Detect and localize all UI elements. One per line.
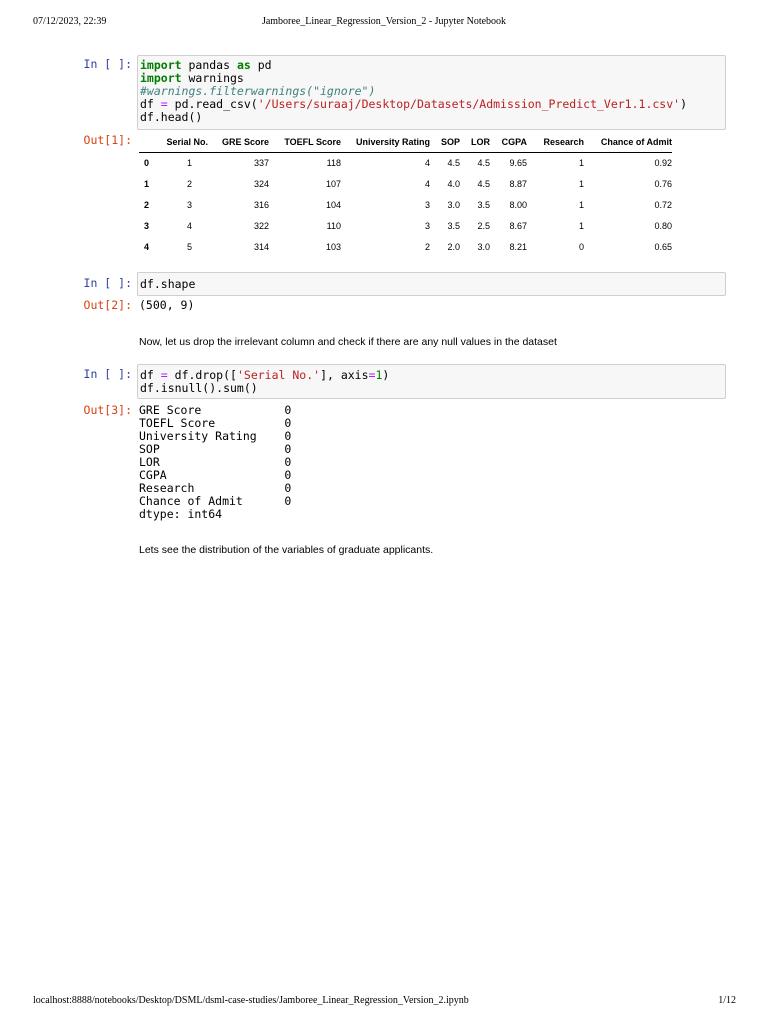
cell-output: (500, 9) <box>139 298 195 312</box>
table-cell: 2.0 <box>447 241 460 252</box>
table-cell: 3 <box>186 199 192 210</box>
table-row <box>139 174 672 195</box>
table-cell: 118 <box>326 158 341 169</box>
print-footer-page: 1/12 <box>718 995 736 1006</box>
table-cell: 2.5 <box>477 220 490 231</box>
dataframe-table <box>139 135 672 257</box>
column-header: SOP <box>430 135 460 153</box>
table-cell: 103 <box>325 241 341 252</box>
code-line: #warnings.filterwarnings("ignore") <box>140 84 376 98</box>
code-line: import pandas as pd <box>140 58 272 72</box>
column-header: Research <box>527 135 584 153</box>
table-cell: 5 <box>186 241 192 252</box>
table-cell: 0.80 <box>654 220 672 231</box>
table-cell: 0.76 <box>654 179 672 190</box>
table-cell: 1 <box>578 199 584 210</box>
table-cell: 3.5 <box>447 220 460 231</box>
table-cell: 1 <box>578 179 584 190</box>
table-cell: 1 <box>578 220 584 231</box>
code-line: df.shape <box>140 277 196 291</box>
table-row <box>139 215 672 236</box>
code-editor[interactable] <box>137 272 726 296</box>
table-cell: 2 <box>186 179 192 190</box>
table-cell: 8.00 <box>509 199 527 210</box>
table-cell: 1 <box>186 158 192 169</box>
column-header: GRE Score <box>208 135 269 153</box>
out-prompt: Out[3]: <box>83 403 132 417</box>
table-cell: 3.5 <box>477 199 490 210</box>
table-cell: 4.5 <box>477 179 490 190</box>
row-index: 2 <box>144 199 150 210</box>
code-editor[interactable] <box>137 55 726 130</box>
table-cell: 4.5 <box>477 158 490 169</box>
in-prompt: In [ ]: <box>83 57 132 71</box>
column-header: University Rating <box>341 135 430 153</box>
table-cell: 0.65 <box>654 241 672 252</box>
table-header-row <box>139 135 672 153</box>
table-cell: 316 <box>253 199 269 210</box>
table-cell: 4 <box>186 220 192 231</box>
column-header: LOR <box>460 135 490 153</box>
markdown-text: Lets see the distribution of the variables of graduate applicants. <box>139 544 434 556</box>
cell-output: GRE Score 0 TOEFL Score 0 University Rating 0 SOP 0 LOR 0 CGPA 0 Research 0 Chance of Admit 0 dtype: int64 <box>139 403 292 521</box>
table-row <box>139 153 672 174</box>
column-header: TOEFL Score <box>269 135 341 153</box>
print-header-title: Jamboree_Linear_Regression_Version_2 - Jupyter Notebook <box>261 16 507 27</box>
table-cell: 1 <box>578 158 584 169</box>
table-cell: 2 <box>424 241 430 252</box>
table-cell: 322 <box>253 220 269 231</box>
table-cell: 4.0 <box>447 179 460 190</box>
table-cell: 4 <box>424 179 430 190</box>
in-prompt: In [ ]: <box>83 276 132 290</box>
table-cell: 107 <box>325 179 341 190</box>
in-prompt: In [ ]: <box>83 367 132 381</box>
code-line: import warnings <box>140 71 244 85</box>
table-cell: 4 <box>424 158 430 169</box>
table-cell: 104 <box>325 199 341 210</box>
table-cell: 3 <box>424 220 430 231</box>
table-row <box>139 236 672 257</box>
row-index: 3 <box>144 220 150 231</box>
table-cell: 3.0 <box>477 241 490 252</box>
table-cell: 314 <box>253 241 269 252</box>
markdown-text: Now, let us drop the irrelevant column and check if there are any null values in the dataset <box>139 336 557 348</box>
table-cell: 337 <box>253 158 269 169</box>
table-cell: 110 <box>326 220 341 231</box>
out-prompt: Out[1]: <box>83 133 132 147</box>
column-header: Chance of Admit <box>584 135 672 153</box>
column-header: Serial No. <box>157 135 208 153</box>
column-header: CGPA <box>490 135 527 153</box>
code-line: df = df.drop(['Serial No.'], axis=1) <box>140 368 390 382</box>
table-row <box>139 195 672 216</box>
table-cell: 9.65 <box>509 158 527 169</box>
table-cell: 4.5 <box>447 158 460 169</box>
code-line: df = pd.read_csv('/Users/suraaj/Desktop/Datasets/Admission_Predict_Ver1.1.csv') <box>140 97 688 111</box>
code-editor[interactable] <box>137 364 726 399</box>
row-index: 0 <box>144 158 150 169</box>
table-cell: 8.67 <box>509 220 527 231</box>
table-cell: 3.0 <box>447 199 460 210</box>
row-index: 1 <box>144 179 150 190</box>
out-prompt: Out[2]: <box>83 298 132 312</box>
print-footer-url: localhost:8888/notebooks/Desktop/DSML/dsml-case-studies/Jamboree_Linear_Regression_Version_2.ipynb <box>33 995 469 1006</box>
table-cell: 3 <box>424 199 430 210</box>
code-line: df.isnull().sum() <box>140 381 258 395</box>
table-cell: 8.21 <box>509 241 527 252</box>
row-index: 4 <box>144 241 150 252</box>
table-cell: 324 <box>253 179 269 190</box>
table-cell: 0.72 <box>654 199 672 210</box>
column-header <box>139 135 157 153</box>
table-cell: 0 <box>578 241 584 252</box>
table-cell: 0.92 <box>654 158 672 169</box>
table-cell: 8.87 <box>509 179 527 190</box>
code-line: df.head() <box>140 110 203 124</box>
print-header-datetime: 07/12/2023, 22:39 <box>33 16 107 27</box>
